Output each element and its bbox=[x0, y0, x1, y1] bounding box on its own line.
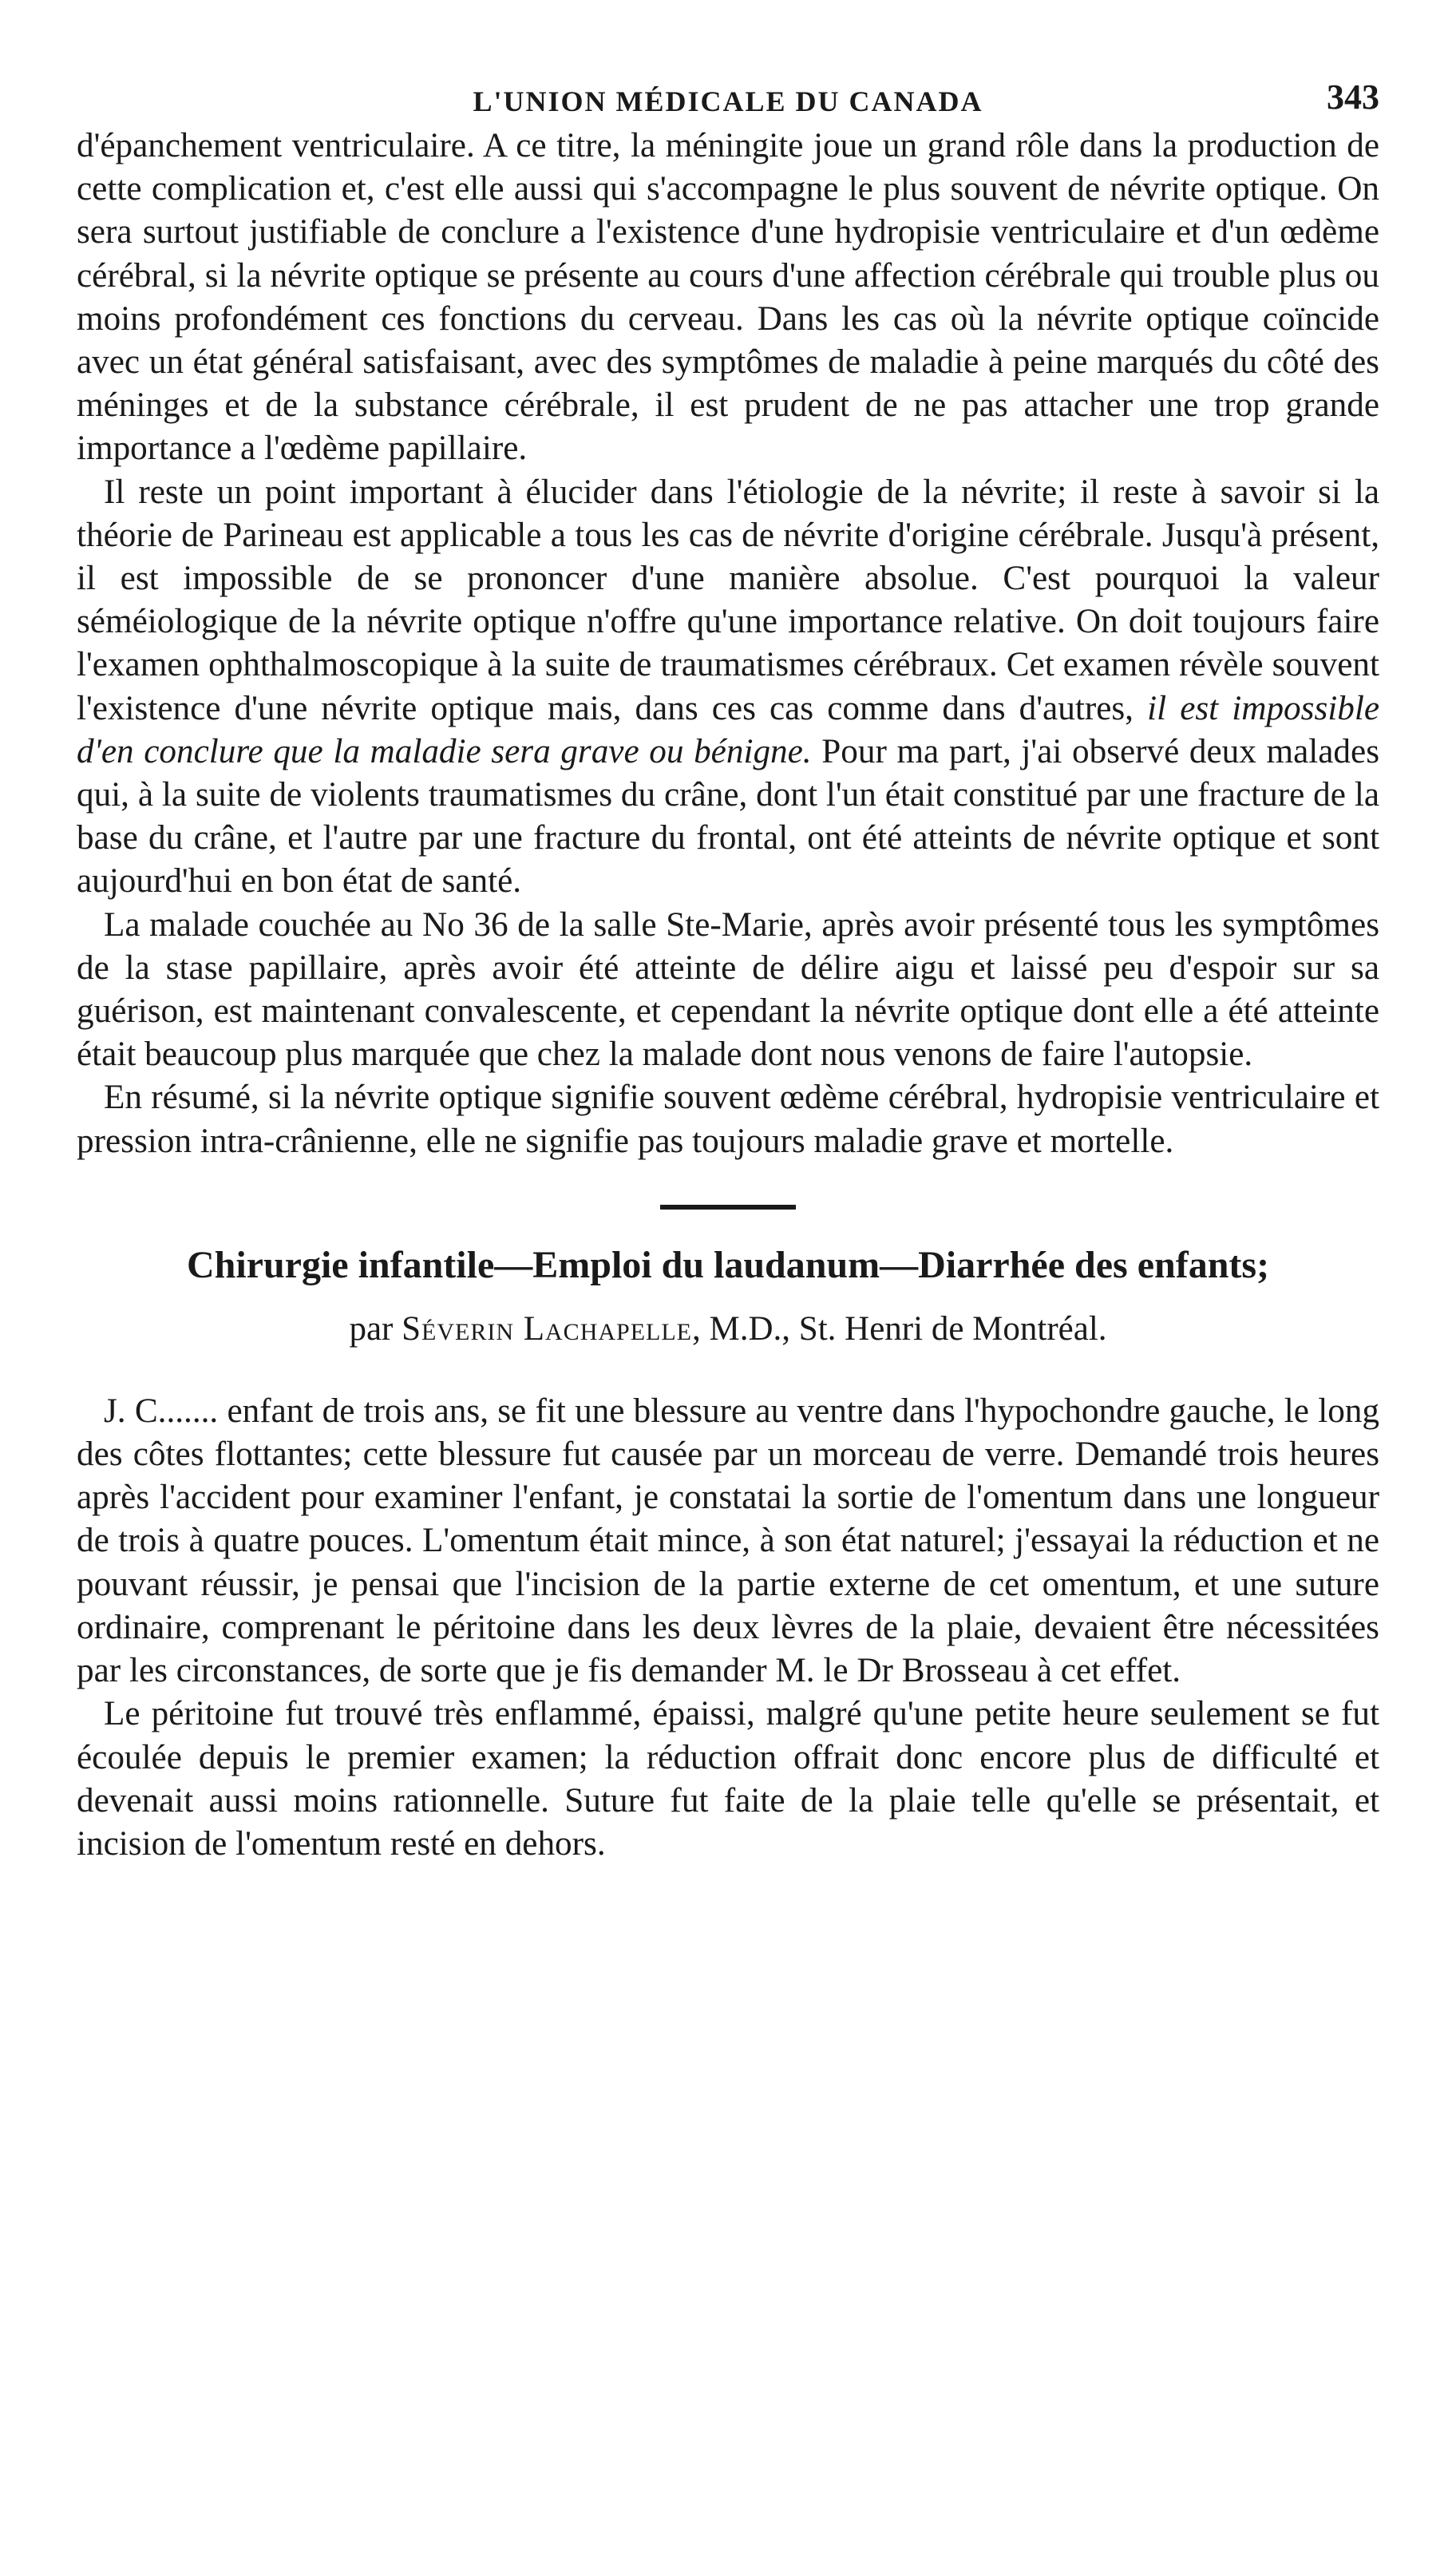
paragraph-2-tail: Pour ma part, j'ai observé deux malades qui, à la suite de violents traumatismes du crâne, dont l'un était constitué par une fracture de la base du crâne, et l'autre par une fracture du frontal, ont été atteints de névrite optique et sont aujourd'hui en bon état de santé. bbox=[77, 732, 1379, 901]
body-text bbox=[77, 125, 1379, 1163]
byline-prefix: par bbox=[349, 1309, 394, 1348]
paragraph-4: En résumé, si la névrite optique signifie souvent œdème cérébral, hydropisie ventriculaire et pression intra-crânienne, elle ne signifie pas toujours maladie grave et mortelle. bbox=[77, 1079, 1379, 1160]
byline bbox=[77, 1307, 1379, 1352]
paragraph-2-text: Il reste un point important à élucider dans l'étiologie de la névrite; il reste à savoir si la théorie de Parineau est applicable a tous les cas de névrite d'origine cérébrale. Jusqu'à présent, il est impossible de se prononcer d'une manière absolue. C'est pourquoi la valeur séméiologique de la névrite optique n'offre qu'une importance relative. On doit toujours faire l'examen ophthalmoscopique à la suite de traumatismes cérébraux. Cet examen révèle souvent l'existence d'une névrite optique mais, dans ces cas comme dans d'autres, bbox=[77, 473, 1379, 727]
italic-phrase: il est impossible d'en conclure que la maladie sera grave ou bénigne. bbox=[77, 689, 1380, 770]
article-text bbox=[77, 1390, 1379, 1866]
article-paragraph-2: Le péritoine fut trouvé très enflammé, épaissi, malgré qu'une petite heure seulement se fut écoulée depuis le premier examen; la réduction offrait donc encore plus de difficulté et devenait aussi moins rationnelle. Suture fut faite de la plaie telle qu'elle se présentait, et incision de l'omentum resté en dehors. bbox=[77, 1695, 1379, 1863]
journal-page bbox=[77, 77, 1379, 1866]
paragraph-2 bbox=[77, 471, 1379, 904]
running-head bbox=[77, 77, 1379, 125]
paragraph-3: La malade couchée au No 36 de la salle Ste-Marie, après avoir présenté tous les symptômes de la stase papillaire, après avoir été atteinte de délire aigu et laissé peu d'espoir sur sa guérison, est maintenant convalescente, et cependant la névrite optique dont elle a été atteinte était beaucoup plus marquée que chez la malade dont nous venons de faire l'autopsie. bbox=[77, 905, 1379, 1074]
author-name: Séverin Lachapelle bbox=[402, 1309, 693, 1348]
page-number: 343 bbox=[1327, 77, 1379, 117]
article-title: Chirurgie infantile—Emploi du laudanum—Diarrhée des enfants; bbox=[186, 1243, 1270, 1286]
byline-suffix: , M.D., St. Henri de Montréal. bbox=[692, 1309, 1107, 1348]
section-divider bbox=[660, 1205, 796, 1210]
paragraph-1: d'épanchement ventriculaire. A ce titre, la méningite joue un grand rôle dans la production de cette complication et, c'est elle aussi qui s'accompagne le plus souvent de névrite optique. On sera surtout justifiable de conclure a l'existence d'une hydropisie ventriculaire et d'un œdème cérébral, si la névrite optique se présente au cours d'une affection cérébrale qui trouble plus ou moins profondément ces fonctions du cerveau. Dans les cas où la névrite optique coïncide avec un état général satisfaisant, avec des symptômes de maladie à peine marqués du côté des méninges et de la substance cérébrale, il est prudent de ne pas attacher une trop grande importance a l'œdème papillaire. bbox=[77, 127, 1379, 468]
running-title: L'UNION MÉDICALE DU CANADA bbox=[473, 85, 983, 117]
article-paragraph-1: J. C....... enfant de trois ans, se fit une blessure au ventre dans l'hypochondre gauche, le long des côtes flottantes; cette blessure fut causée par un morceau de verre. Demandé trois heures après l'accident pour examiner l'enfant, je constatai la sortie de l'omentum dans une longueur de trois à quatre pouces. L'omentum était mince, à son état naturel; j'essayai la réduction et ne pouvant réussir, je pensai que l'incision de la partie externe de cet omentum, et une suture ordinaire, comprenant le péritoine dans les deux lèvres de la plaie, devaient être nécessitées par les circonstances, de sorte que je fis demander M. le Dr Brosseau à cet effet. bbox=[77, 1392, 1379, 1690]
